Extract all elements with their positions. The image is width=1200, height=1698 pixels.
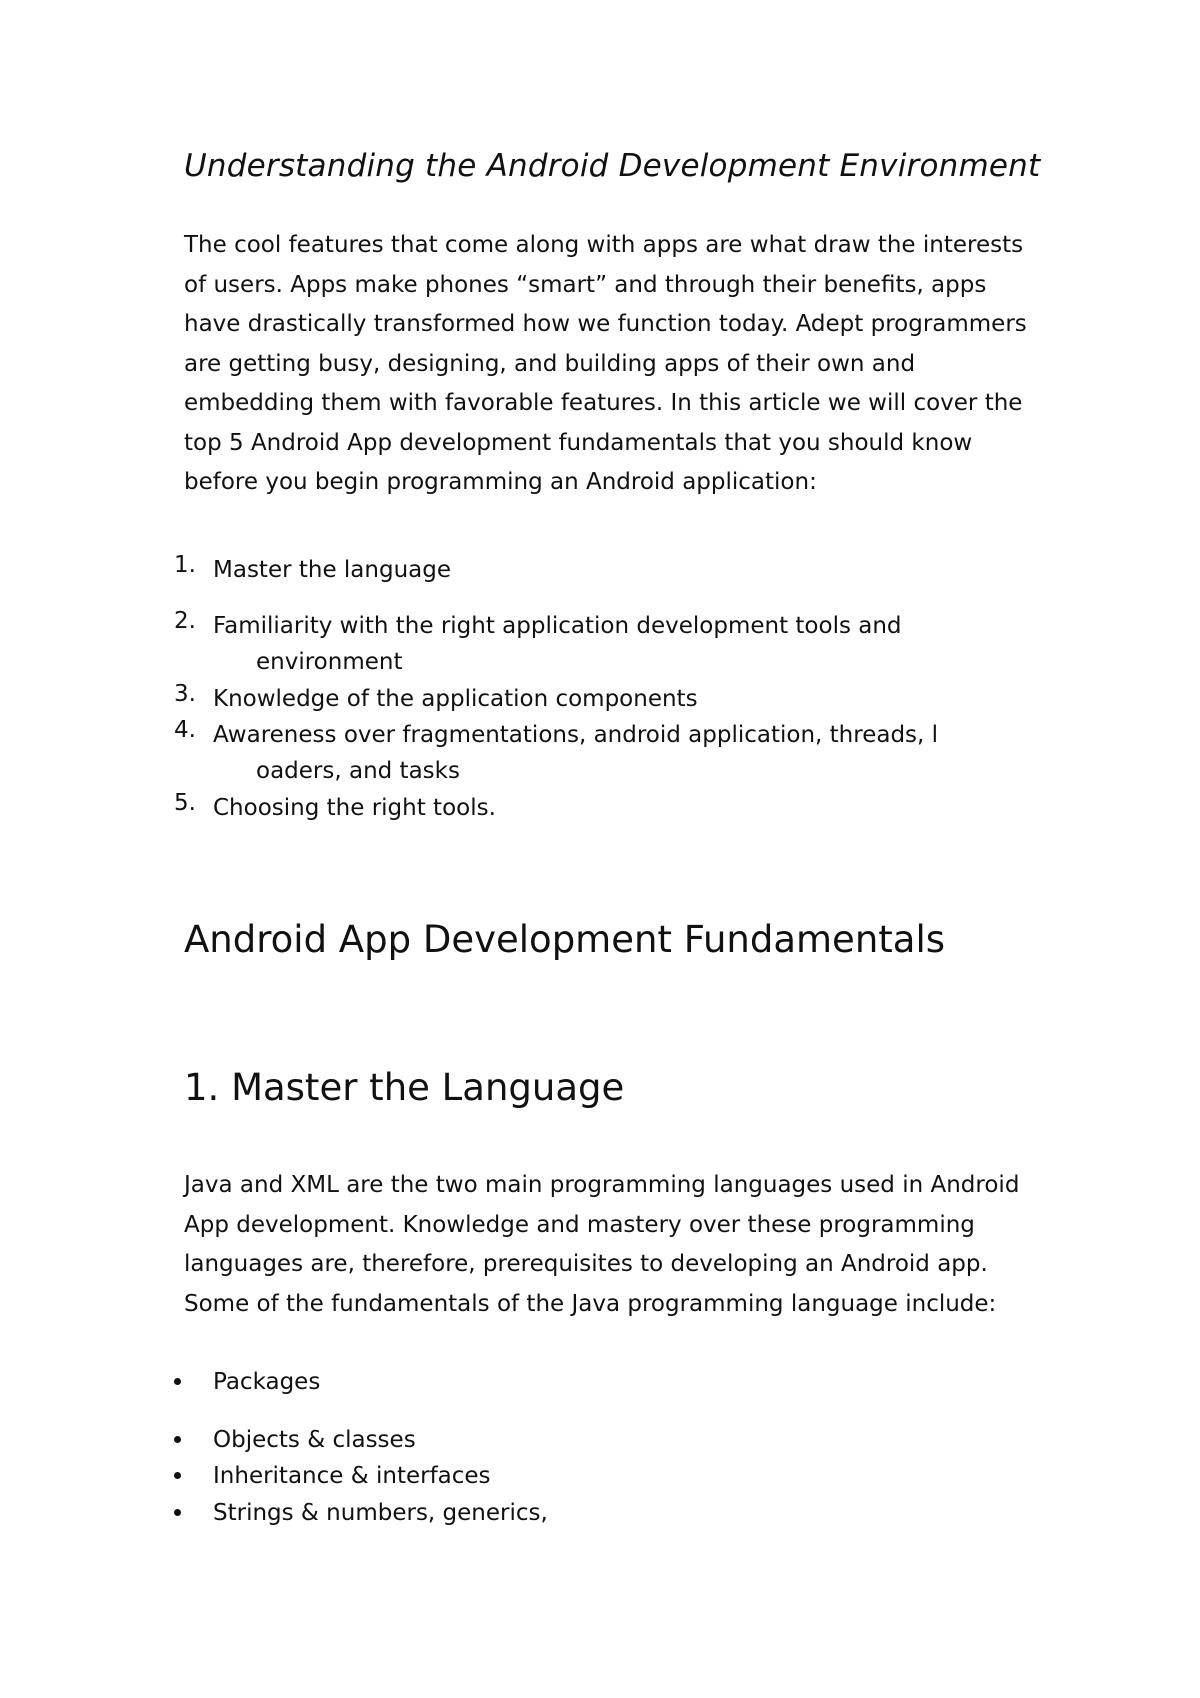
list-item-text: Awareness over fragmentations, android application, threads, l oaders, and tasks [213, 722, 939, 784]
bullet-icon [174, 1472, 181, 1479]
list-item-text: Choosing the right tools. [213, 795, 496, 821]
bullet-icon [174, 1509, 181, 1516]
list-number: 3. [174, 681, 196, 707]
list-number: 5. [174, 790, 196, 816]
bullet-item-text: Packages [213, 1369, 321, 1395]
list-number: 2. [174, 608, 196, 634]
subsection-heading: 1. Master the Language [184, 1066, 625, 1109]
bullet-icon [174, 1378, 181, 1385]
list-item-text: Familiarity with the right application development tools and environment [213, 613, 902, 675]
intro-paragraph: The cool features that come along with apps are what draw the interests of users. Apps make phones “smart” and through their benefits, apps have drastically transformed how we function today. Adept programmers are getting busy, designing, and building apps of their own and embedding them with favorable features. In this article we will cover the top 5 Android App development fundamentals that you should know before you begin programming an Android application: [184, 232, 1027, 495]
article-title: Understanding the Android Development Environment [184, 148, 1041, 184]
bullet-item-text: Strings & numbers, generics, [213, 1500, 548, 1526]
bullet-icon [174, 1436, 181, 1443]
section-heading: Android App Development Fundamentals [184, 918, 946, 961]
list-item-text: Knowledge of the application components [213, 686, 698, 712]
list-item-text: Master the language [213, 557, 451, 583]
list-number: 1. [174, 552, 196, 578]
bullet-item-text: Objects & classes [213, 1427, 416, 1453]
bullet-item-text: Inheritance & interfaces [213, 1463, 491, 1489]
list-number: 4. [174, 717, 196, 743]
language-paragraph: Java and XML are the two main programming languages used in Android App development. Knowledge and mastery over these programming languages are, therefore, prerequisites to developing an Android app. Some of the fundamentals of the Java programming language include: [184, 1172, 1020, 1317]
